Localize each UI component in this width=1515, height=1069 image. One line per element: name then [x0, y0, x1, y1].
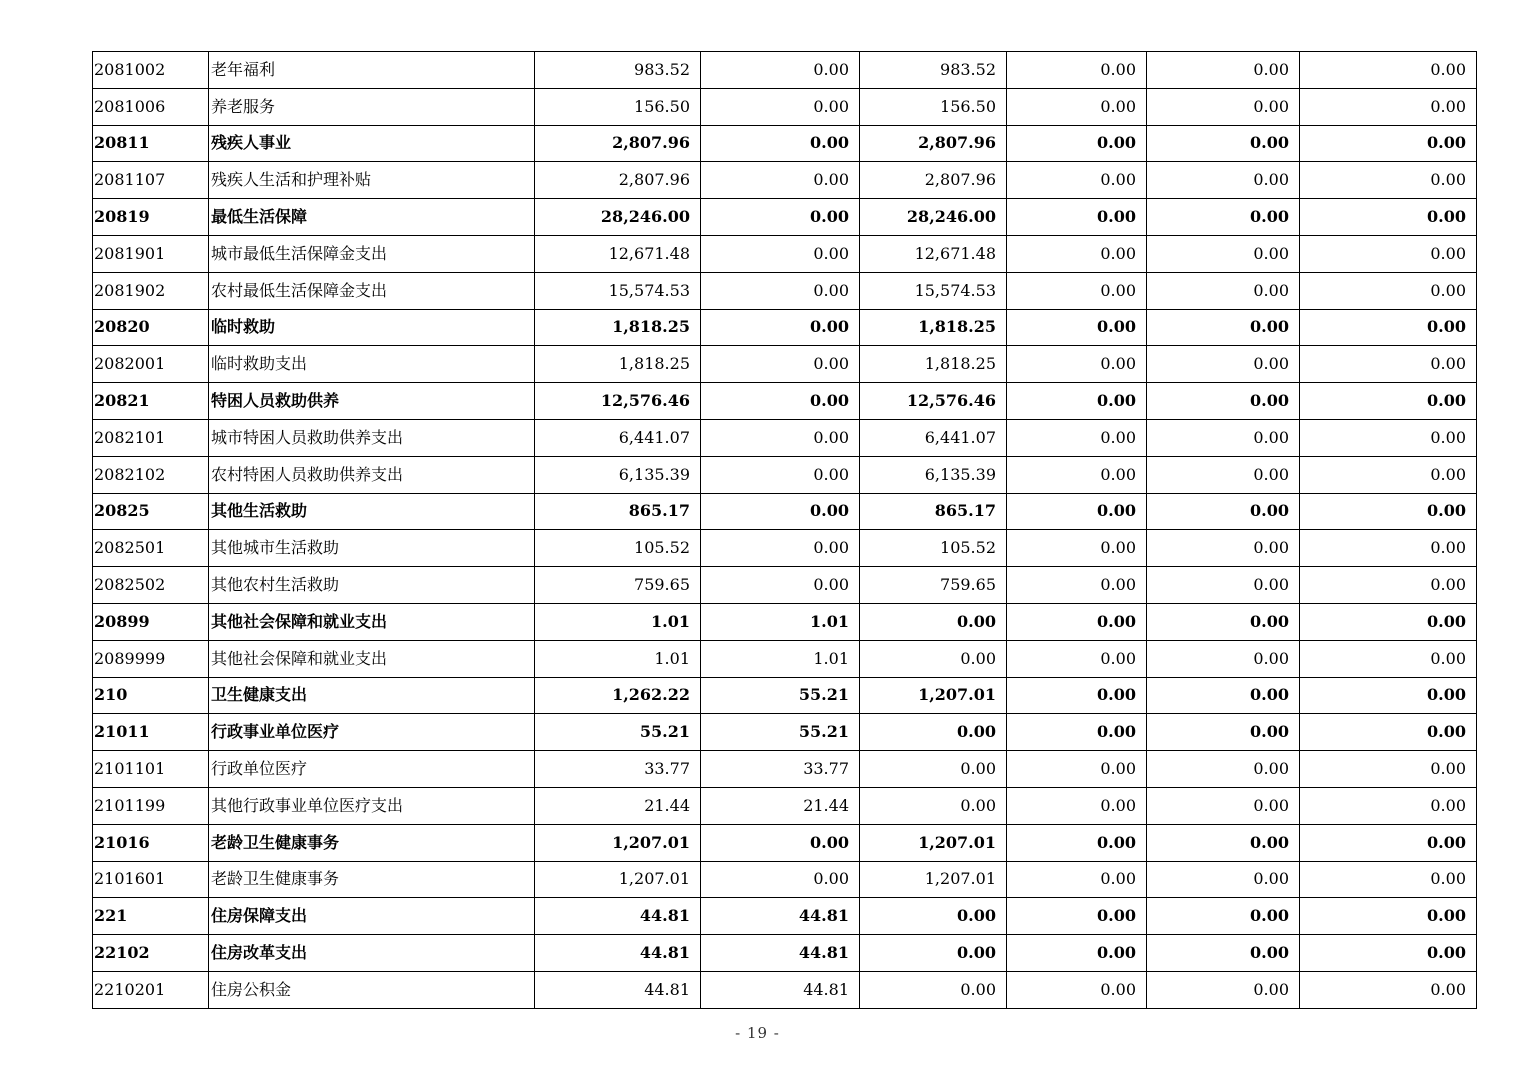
cell-amount-4: 0.00	[1007, 235, 1147, 272]
cell-amount-3: 12,671.48	[860, 235, 1007, 272]
table-row	[93, 346, 1477, 383]
cell-amount-4: 0.00	[1007, 603, 1147, 640]
cell-code: 2210201	[93, 971, 209, 1008]
cell-code: 2082001	[93, 346, 209, 383]
cell-amount-3: 0.00	[860, 751, 1007, 788]
cell-amount-6: 0.00	[1300, 346, 1477, 383]
table-row	[93, 125, 1477, 162]
table-row	[93, 677, 1477, 714]
cell-name: 行政单位医疗	[209, 751, 535, 788]
cell-amount-6: 0.00	[1300, 272, 1477, 309]
cell-code: 2082102	[93, 456, 209, 493]
cell-amount-4: 0.00	[1007, 751, 1147, 788]
cell-amount-2: 0.00	[701, 272, 860, 309]
cell-amount-5: 0.00	[1147, 677, 1300, 714]
cell-name: 其他社会保障和就业支出	[209, 640, 535, 677]
cell-code: 2101199	[93, 787, 209, 824]
cell-name: 行政事业单位医疗	[209, 714, 535, 751]
cell-amount-4: 0.00	[1007, 199, 1147, 236]
cell-code: 2101601	[93, 861, 209, 898]
cell-amount-3: 0.00	[860, 935, 1007, 972]
cell-amount-6: 0.00	[1300, 456, 1477, 493]
cell-amount-3: 0.00	[860, 603, 1007, 640]
table-row	[93, 640, 1477, 677]
cell-amount-4: 0.00	[1007, 346, 1147, 383]
cell-amount-2: 0.00	[701, 235, 860, 272]
cell-amount-5: 0.00	[1147, 199, 1300, 236]
cell-amount-6: 0.00	[1300, 383, 1477, 420]
cell-code: 20821	[93, 383, 209, 420]
cell-amount-4: 0.00	[1007, 861, 1147, 898]
cell-code: 2081902	[93, 272, 209, 309]
cell-amount-2: 0.00	[701, 861, 860, 898]
cell-amount-2: 0.00	[701, 52, 860, 89]
cell-amount-5: 0.00	[1147, 971, 1300, 1008]
cell-amount-2: 55.21	[701, 677, 860, 714]
page-number: - 19 -	[735, 1024, 780, 1042]
cell-code: 210	[93, 677, 209, 714]
cell-code: 2082501	[93, 530, 209, 567]
table-row	[93, 861, 1477, 898]
cell-name: 最低生活保障	[209, 199, 535, 236]
cell-name: 养老服务	[209, 88, 535, 125]
cell-amount-2: 0.00	[701, 824, 860, 861]
cell-amount-6: 0.00	[1300, 824, 1477, 861]
cell-code: 2081107	[93, 162, 209, 199]
cell-amount-6: 0.00	[1300, 235, 1477, 272]
cell-amount-4: 0.00	[1007, 787, 1147, 824]
cell-amount-6: 0.00	[1300, 567, 1477, 604]
cell-amount-5: 0.00	[1147, 346, 1300, 383]
cell-amount-4: 0.00	[1007, 530, 1147, 567]
cell-amount-2: 0.00	[701, 162, 860, 199]
cell-amount-1: 1,818.25	[535, 309, 701, 346]
cell-amount-6: 0.00	[1300, 199, 1477, 236]
cell-amount-4: 0.00	[1007, 971, 1147, 1008]
cell-amount-5: 0.00	[1147, 935, 1300, 972]
cell-name: 其他生活救助	[209, 493, 535, 530]
cell-amount-3: 105.52	[860, 530, 1007, 567]
cell-amount-3: 156.50	[860, 88, 1007, 125]
cell-amount-5: 0.00	[1147, 567, 1300, 604]
cell-amount-3: 1,818.25	[860, 346, 1007, 383]
cell-amount-2: 0.00	[701, 309, 860, 346]
cell-code: 20811	[93, 125, 209, 162]
cell-amount-4: 0.00	[1007, 493, 1147, 530]
cell-amount-3: 2,807.96	[860, 125, 1007, 162]
cell-amount-1: 15,574.53	[535, 272, 701, 309]
cell-amount-1: 44.81	[535, 898, 701, 935]
cell-amount-5: 0.00	[1147, 125, 1300, 162]
cell-amount-4: 0.00	[1007, 272, 1147, 309]
cell-amount-5: 0.00	[1147, 898, 1300, 935]
table-row	[93, 419, 1477, 456]
cell-name: 特困人员救助供养	[209, 383, 535, 420]
cell-name: 临时救助	[209, 309, 535, 346]
cell-amount-6: 0.00	[1300, 603, 1477, 640]
cell-amount-6: 0.00	[1300, 125, 1477, 162]
cell-amount-2: 33.77	[701, 751, 860, 788]
cell-amount-6: 0.00	[1300, 971, 1477, 1008]
table-row	[93, 567, 1477, 604]
cell-amount-3: 28,246.00	[860, 199, 1007, 236]
cell-amount-1: 759.65	[535, 567, 701, 604]
cell-code: 21016	[93, 824, 209, 861]
cell-amount-5: 0.00	[1147, 603, 1300, 640]
cell-amount-6: 0.00	[1300, 714, 1477, 751]
cell-amount-5: 0.00	[1147, 419, 1300, 456]
cell-amount-6: 0.00	[1300, 309, 1477, 346]
cell-amount-1: 1,207.01	[535, 824, 701, 861]
cell-amount-5: 0.00	[1147, 52, 1300, 89]
cell-amount-2: 1.01	[701, 640, 860, 677]
cell-amount-1: 28,246.00	[535, 199, 701, 236]
cell-amount-3: 15,574.53	[860, 272, 1007, 309]
cell-name: 残疾人事业	[209, 125, 535, 162]
cell-amount-1: 12,671.48	[535, 235, 701, 272]
cell-amount-2: 0.00	[701, 199, 860, 236]
cell-amount-5: 0.00	[1147, 235, 1300, 272]
cell-amount-5: 0.00	[1147, 787, 1300, 824]
cell-amount-3: 0.00	[860, 787, 1007, 824]
cell-code: 20820	[93, 309, 209, 346]
cell-amount-2: 0.00	[701, 419, 860, 456]
cell-amount-5: 0.00	[1147, 493, 1300, 530]
cell-amount-2: 44.81	[701, 898, 860, 935]
cell-amount-2: 0.00	[701, 530, 860, 567]
cell-amount-3: 0.00	[860, 971, 1007, 1008]
cell-code: 20825	[93, 493, 209, 530]
cell-amount-6: 0.00	[1300, 751, 1477, 788]
cell-name: 住房保障支出	[209, 898, 535, 935]
cell-code: 2101101	[93, 751, 209, 788]
table-body	[93, 52, 1477, 1009]
cell-name: 农村特困人员救助供养支出	[209, 456, 535, 493]
cell-amount-5: 0.00	[1147, 861, 1300, 898]
cell-amount-3: 1,207.01	[860, 861, 1007, 898]
cell-amount-3: 1,207.01	[860, 824, 1007, 861]
table-row	[93, 162, 1477, 199]
cell-amount-1: 105.52	[535, 530, 701, 567]
cell-name: 城市最低生活保障金支出	[209, 235, 535, 272]
table-row	[93, 824, 1477, 861]
cell-amount-1: 1.01	[535, 640, 701, 677]
cell-amount-5: 0.00	[1147, 640, 1300, 677]
cell-amount-3: 2,807.96	[860, 162, 1007, 199]
cell-amount-2: 0.00	[701, 383, 860, 420]
cell-name: 老龄卫生健康事务	[209, 824, 535, 861]
cell-amount-1: 156.50	[535, 88, 701, 125]
cell-amount-5: 0.00	[1147, 272, 1300, 309]
cell-amount-1: 6,135.39	[535, 456, 701, 493]
cell-amount-1: 12,576.46	[535, 383, 701, 420]
cell-amount-6: 0.00	[1300, 162, 1477, 199]
cell-amount-4: 0.00	[1007, 824, 1147, 861]
cell-name: 其他社会保障和就业支出	[209, 603, 535, 640]
table-row	[93, 714, 1477, 751]
cell-amount-2: 0.00	[701, 125, 860, 162]
cell-amount-1: 2,807.96	[535, 125, 701, 162]
table-row	[93, 199, 1477, 236]
cell-name: 卫生健康支出	[209, 677, 535, 714]
cell-amount-3: 6,135.39	[860, 456, 1007, 493]
cell-amount-2: 44.81	[701, 971, 860, 1008]
cell-amount-5: 0.00	[1147, 309, 1300, 346]
cell-code: 20819	[93, 199, 209, 236]
cell-code: 2089999	[93, 640, 209, 677]
cell-amount-3: 0.00	[860, 640, 1007, 677]
cell-name: 老年福利	[209, 52, 535, 89]
table-row	[93, 52, 1477, 89]
cell-amount-5: 0.00	[1147, 383, 1300, 420]
table-row	[93, 787, 1477, 824]
cell-amount-3: 6,441.07	[860, 419, 1007, 456]
table-row	[93, 272, 1477, 309]
cell-amount-6: 0.00	[1300, 861, 1477, 898]
cell-amount-3: 1,207.01	[860, 677, 1007, 714]
cell-amount-6: 0.00	[1300, 677, 1477, 714]
cell-name: 住房公积金	[209, 971, 535, 1008]
table-row	[93, 530, 1477, 567]
cell-amount-2: 0.00	[701, 456, 860, 493]
cell-amount-1: 1.01	[535, 603, 701, 640]
cell-amount-1: 1,818.25	[535, 346, 701, 383]
cell-amount-4: 0.00	[1007, 567, 1147, 604]
cell-amount-1: 2,807.96	[535, 162, 701, 199]
cell-name: 老龄卫生健康事务	[209, 861, 535, 898]
cell-code: 20899	[93, 603, 209, 640]
cell-code: 22102	[93, 935, 209, 972]
cell-amount-2: 44.81	[701, 935, 860, 972]
cell-amount-1: 1,207.01	[535, 861, 701, 898]
cell-code: 2082502	[93, 567, 209, 604]
table-row	[93, 751, 1477, 788]
cell-amount-4: 0.00	[1007, 88, 1147, 125]
cell-amount-4: 0.00	[1007, 52, 1147, 89]
cell-amount-5: 0.00	[1147, 824, 1300, 861]
cell-amount-5: 0.00	[1147, 751, 1300, 788]
cell-amount-3: 759.65	[860, 567, 1007, 604]
cell-amount-1: 44.81	[535, 935, 701, 972]
cell-amount-3: 0.00	[860, 714, 1007, 751]
table-row	[93, 493, 1477, 530]
cell-code: 21011	[93, 714, 209, 751]
cell-amount-6: 0.00	[1300, 88, 1477, 125]
cell-code: 221	[93, 898, 209, 935]
cell-amount-4: 0.00	[1007, 309, 1147, 346]
cell-name: 农村最低生活保障金支出	[209, 272, 535, 309]
cell-amount-4: 0.00	[1007, 162, 1147, 199]
cell-amount-5: 0.00	[1147, 714, 1300, 751]
cell-amount-2: 0.00	[701, 567, 860, 604]
cell-amount-6: 0.00	[1300, 935, 1477, 972]
cell-amount-2: 0.00	[701, 346, 860, 383]
cell-name: 其他农村生活救助	[209, 567, 535, 604]
cell-code: 2082101	[93, 419, 209, 456]
cell-amount-1: 44.81	[535, 971, 701, 1008]
table-row	[93, 603, 1477, 640]
cell-amount-5: 0.00	[1147, 162, 1300, 199]
cell-amount-6: 0.00	[1300, 493, 1477, 530]
cell-amount-6: 0.00	[1300, 640, 1477, 677]
cell-amount-1: 55.21	[535, 714, 701, 751]
cell-amount-3: 12,576.46	[860, 383, 1007, 420]
cell-amount-6: 0.00	[1300, 898, 1477, 935]
cell-code: 2081901	[93, 235, 209, 272]
cell-amount-4: 0.00	[1007, 419, 1147, 456]
cell-amount-5: 0.00	[1147, 88, 1300, 125]
cell-code: 2081002	[93, 52, 209, 89]
cell-name: 其他行政事业单位医疗支出	[209, 787, 535, 824]
cell-amount-3: 865.17	[860, 493, 1007, 530]
cell-amount-3: 1,818.25	[860, 309, 1007, 346]
cell-amount-3: 983.52	[860, 52, 1007, 89]
table-row	[93, 309, 1477, 346]
cell-amount-6: 0.00	[1300, 52, 1477, 89]
cell-amount-1: 33.77	[535, 751, 701, 788]
cell-amount-4: 0.00	[1007, 383, 1147, 420]
cell-amount-1: 865.17	[535, 493, 701, 530]
table-row	[93, 383, 1477, 420]
cell-amount-1: 21.44	[535, 787, 701, 824]
cell-amount-4: 0.00	[1007, 714, 1147, 751]
cell-amount-5: 0.00	[1147, 456, 1300, 493]
table-row	[93, 971, 1477, 1008]
budget-table	[92, 51, 1477, 1009]
cell-amount-4: 0.00	[1007, 935, 1147, 972]
cell-amount-1: 6,441.07	[535, 419, 701, 456]
cell-amount-4: 0.00	[1007, 677, 1147, 714]
cell-code: 2081006	[93, 88, 209, 125]
cell-name: 临时救助支出	[209, 346, 535, 383]
cell-amount-1: 983.52	[535, 52, 701, 89]
cell-amount-1: 1,262.22	[535, 677, 701, 714]
cell-amount-6: 0.00	[1300, 787, 1477, 824]
cell-amount-4: 0.00	[1007, 898, 1147, 935]
cell-amount-3: 0.00	[860, 898, 1007, 935]
table-row	[93, 456, 1477, 493]
cell-amount-2: 0.00	[701, 493, 860, 530]
table-row	[93, 235, 1477, 272]
cell-amount-2: 21.44	[701, 787, 860, 824]
cell-amount-2: 0.00	[701, 88, 860, 125]
cell-amount-6: 0.00	[1300, 530, 1477, 567]
cell-amount-5: 0.00	[1147, 530, 1300, 567]
cell-name: 其他城市生活救助	[209, 530, 535, 567]
cell-name: 城市特困人员救助供养支出	[209, 419, 535, 456]
cell-name: 残疾人生活和护理补贴	[209, 162, 535, 199]
table-row	[93, 88, 1477, 125]
table-row	[93, 898, 1477, 935]
cell-amount-2: 1.01	[701, 603, 860, 640]
cell-amount-4: 0.00	[1007, 125, 1147, 162]
cell-name: 住房改革支出	[209, 935, 535, 972]
cell-amount-2: 55.21	[701, 714, 860, 751]
cell-amount-4: 0.00	[1007, 456, 1147, 493]
table-row	[93, 935, 1477, 972]
cell-amount-4: 0.00	[1007, 640, 1147, 677]
cell-amount-6: 0.00	[1300, 419, 1477, 456]
